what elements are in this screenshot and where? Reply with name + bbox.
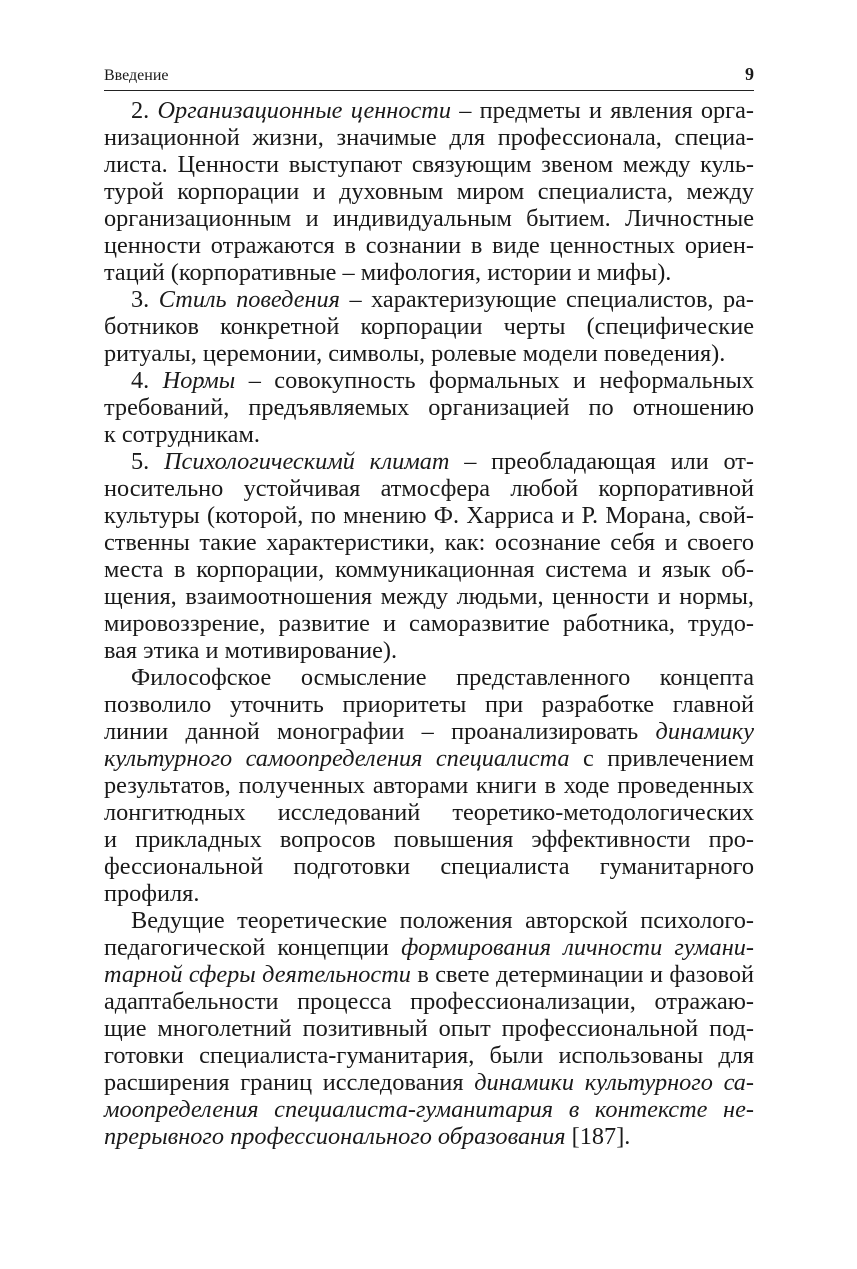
item-number: 5. (131, 448, 150, 475)
list-item (104, 97, 754, 286)
paragraph (104, 907, 754, 1150)
text-line: лонгитюдных исследований теоретико-методологических (104, 799, 754, 826)
item-term: Психологическимй климат (164, 448, 450, 475)
item-text: – преобладающая или от- (449, 448, 755, 475)
header-title: Введение (104, 67, 169, 84)
text-line: адаптабельности процесса профессионализации, отражаю- (104, 988, 754, 1015)
list-item (104, 448, 754, 664)
text-line: вая этика и мотивирование). (104, 637, 398, 664)
text-run: в свете детерминации и фазовой (410, 961, 754, 988)
emphasis: культурного самоопределения специалиста (104, 745, 570, 772)
item-term: Нормы (162, 367, 236, 394)
item-term: Стиль поведения (158, 286, 340, 313)
text-line: Ведущие теоретические положения авторской психолого- (131, 907, 754, 934)
item-number: 3. (131, 286, 150, 313)
text-run: линии данной монографии – проанализировать (104, 718, 656, 745)
list-item (104, 286, 754, 367)
text-run: расширения границ исследования (104, 1069, 475, 1096)
text-line: позволило уточнить приоритеты при разработке главной (104, 691, 754, 718)
item-text: – совокупность формальных и неформальных (235, 367, 755, 394)
text-line: культуры (которой, по мнению Ф. Харриса и Р. Морана, свой- (104, 502, 754, 529)
body-text (104, 97, 754, 1150)
text-run: с привлечением (569, 745, 754, 772)
text-line: результатов, полученных авторами книги в ходе проведенных (104, 772, 754, 799)
text-line: мировоззрение, развитие и саморазвитие работника, трудо- (104, 610, 754, 637)
list-item (104, 367, 754, 448)
text-line: к сотрудникам. (104, 421, 260, 448)
text-line: ственны такие характеристики, как: осознание себя и своего (104, 529, 754, 556)
page-number: 9 (745, 64, 754, 84)
text-line: ритуалы, церемонии, символы, ролевые модели поведения). (104, 340, 726, 367)
item-text: – предметы и явления орга- (450, 97, 755, 124)
text-run: педагогической концепции (104, 934, 402, 961)
emphasis: прерывного профессионального образования (104, 1123, 566, 1150)
emphasis: динамику (655, 718, 754, 745)
text-line: щие многолетний позитивный опыт профессиональной под- (104, 1015, 754, 1042)
text-line: листа. Ценности выступают связующим звеном между куль- (104, 151, 754, 178)
text-line: ценности отражаются в сознании в виде ценностных ориен- (104, 232, 754, 259)
text-line: места в корпорации, коммуникационная система и язык об- (104, 556, 754, 583)
text-line: Философское осмысление представленного концепта (131, 664, 754, 691)
item-number: 2. (131, 97, 150, 124)
text-line: фессиональной подготовки специалиста гуманитарного (104, 853, 754, 880)
text-line: турой корпорации и духовным миром специалиста, между (104, 178, 754, 205)
header-rule (104, 90, 754, 91)
text-line: и прикладных вопросов повышения эффективности про- (104, 826, 754, 853)
text-line: требований, предъявляемых организацией по отношению (104, 394, 754, 421)
paragraph (104, 664, 754, 907)
item-term: Организационные ценности (157, 97, 451, 124)
item-text: – характеризующие специалистов, ра- (339, 286, 754, 313)
item-number: 4. (131, 367, 150, 394)
text-line: таций (корпоративные – мифология, истории и мифы). (104, 259, 672, 286)
text-line: щения, взаимоотношения между людьми, ценности и нормы, (104, 583, 754, 610)
text-line: низационной жизни, значимые для профессионала, специа- (104, 124, 754, 151)
emphasis: тарной сферы деятельности (104, 961, 411, 988)
emphasis: динамики культурного са- (474, 1069, 754, 1096)
emphasis: формирования личности гумани- (401, 934, 755, 961)
running-header (104, 64, 754, 85)
text-run: [187]. (565, 1123, 631, 1150)
text-line: ботников конкретной корпорации черты (специфические (104, 313, 754, 340)
text-line: организационным и индивидуальным бытием. Личностные (104, 205, 754, 232)
text-line: профиля. (104, 880, 200, 907)
emphasis: моопределения специалиста-гуманитария в контексте не- (104, 1096, 754, 1123)
text-line: носительно устойчивая атмосфера любой корпоративной (104, 475, 754, 502)
text-line: готовки специалиста-гуманитария, были использованы для (104, 1042, 754, 1069)
